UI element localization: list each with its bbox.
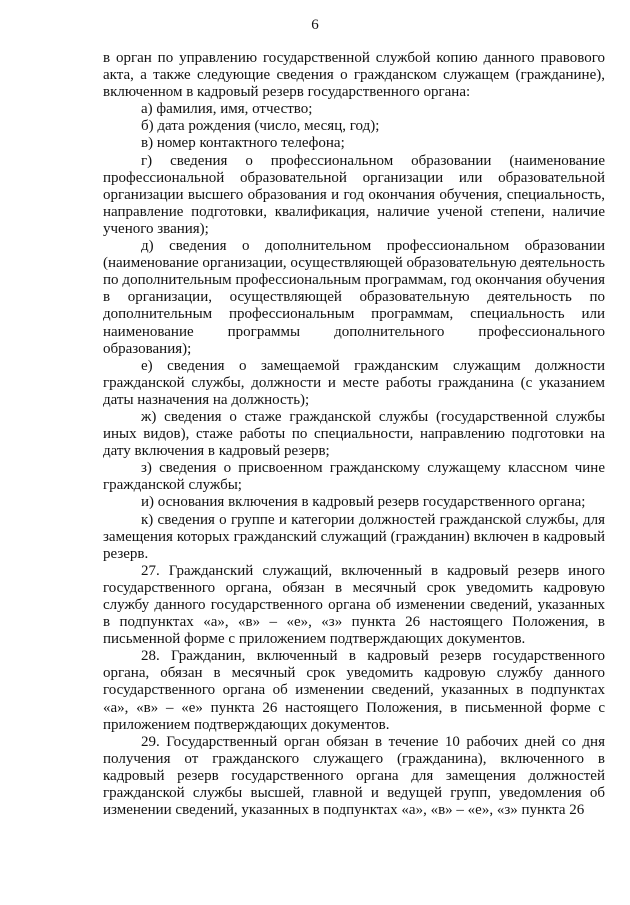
list-item-v: в) номер контактного телефона; [141,135,345,152]
paragraph-28: 28. Гражданин, включенный в кадровый резерв государственного органа, обязан в месячный срок уведомить кадровую службу данного государственного органа об изменении сведений, указанных в подпунктах «а», «в» – «е» пункта 26 настоящего Положения, в письменной форме с приложением подтверждающих документов. [103,648,605,733]
list-item-z: з) сведения о присвоенном гражданскому служащему классном чине гражданской службы; [103,460,605,494]
list-item-zh: ж) сведения о стаже гражданской службы (государственной службы иных видов), стаже работы по специальности, направлению подготовки на дату включения в кадровый резерв; [103,408,605,460]
list-item-a: а) фамилия, имя, отчество; [141,101,313,118]
list-item-i: и) основания включения в кадровый резерв государственного органа; [141,494,586,511]
document-body [103,50,605,819]
list-item-d: д) сведения о дополнительном профессиональном образовании (наименование организации, осуществляющей образовательную деятельность по дополнительным профессиональным программам, год окончания обучения в организации, осуществляющей образовательную деятельность по дополнительным профессиональным программам, специальность или наименование программы дополнительного профессионального образования); [103,238,605,357]
list-item-k: к) сведения о группе и категории должностей гражданской службы, для замещения которых гражданский служащий (гражданин) включен в кадровый резерв. [103,511,605,562]
paragraph-29: 29. Государственный орган обязан в течение 10 рабочих дней со дня получения от гражданского служащего (гражданина), включенного в кадровый резерв государственного органа для замещения должностей гражданской службы высшей, главной и ведущей групп, уведомления об изменении сведений, указанных в подпунктах «а», «в» – «е», «з» пункта 26 [103,733,605,819]
list-item-e: е) сведения о замещаемой гражданским служащим должности гражданской службы, должности и месте работы гражданина (с указанием даты назначения на должность); [103,357,605,408]
page-number: 6 [311,17,319,33]
list-item-g: г) сведения о профессиональном образовании (наименование профессиональной образовательной организации или образовательной организации высшего образования и год окончания обучения, специальность, направление подготовки, квалификация, наличие ученой степени, наличие ученого звания); [103,152,605,237]
list-item-b: б) дата рождения (число, месяц, год); [141,118,380,135]
paragraph-27: 27. Гражданский служащий, включенный в кадровый резерв иного государственного органа, обязан в месячный срок уведомить кадровую службу данного государственного органа об изменении сведений, указанных в подпунктах «а», «в» – «е», «з» пункта 26 настоящего Положения, в письменной форме с приложением подтверждающих документов. [103,562,605,648]
paragraph-intro: в орган по управлению государственной службой копию данного правового акта, а также следующие сведения о гражданском служащем (гражданине), включенном в кадровый резерв государственного органа: [103,50,605,101]
